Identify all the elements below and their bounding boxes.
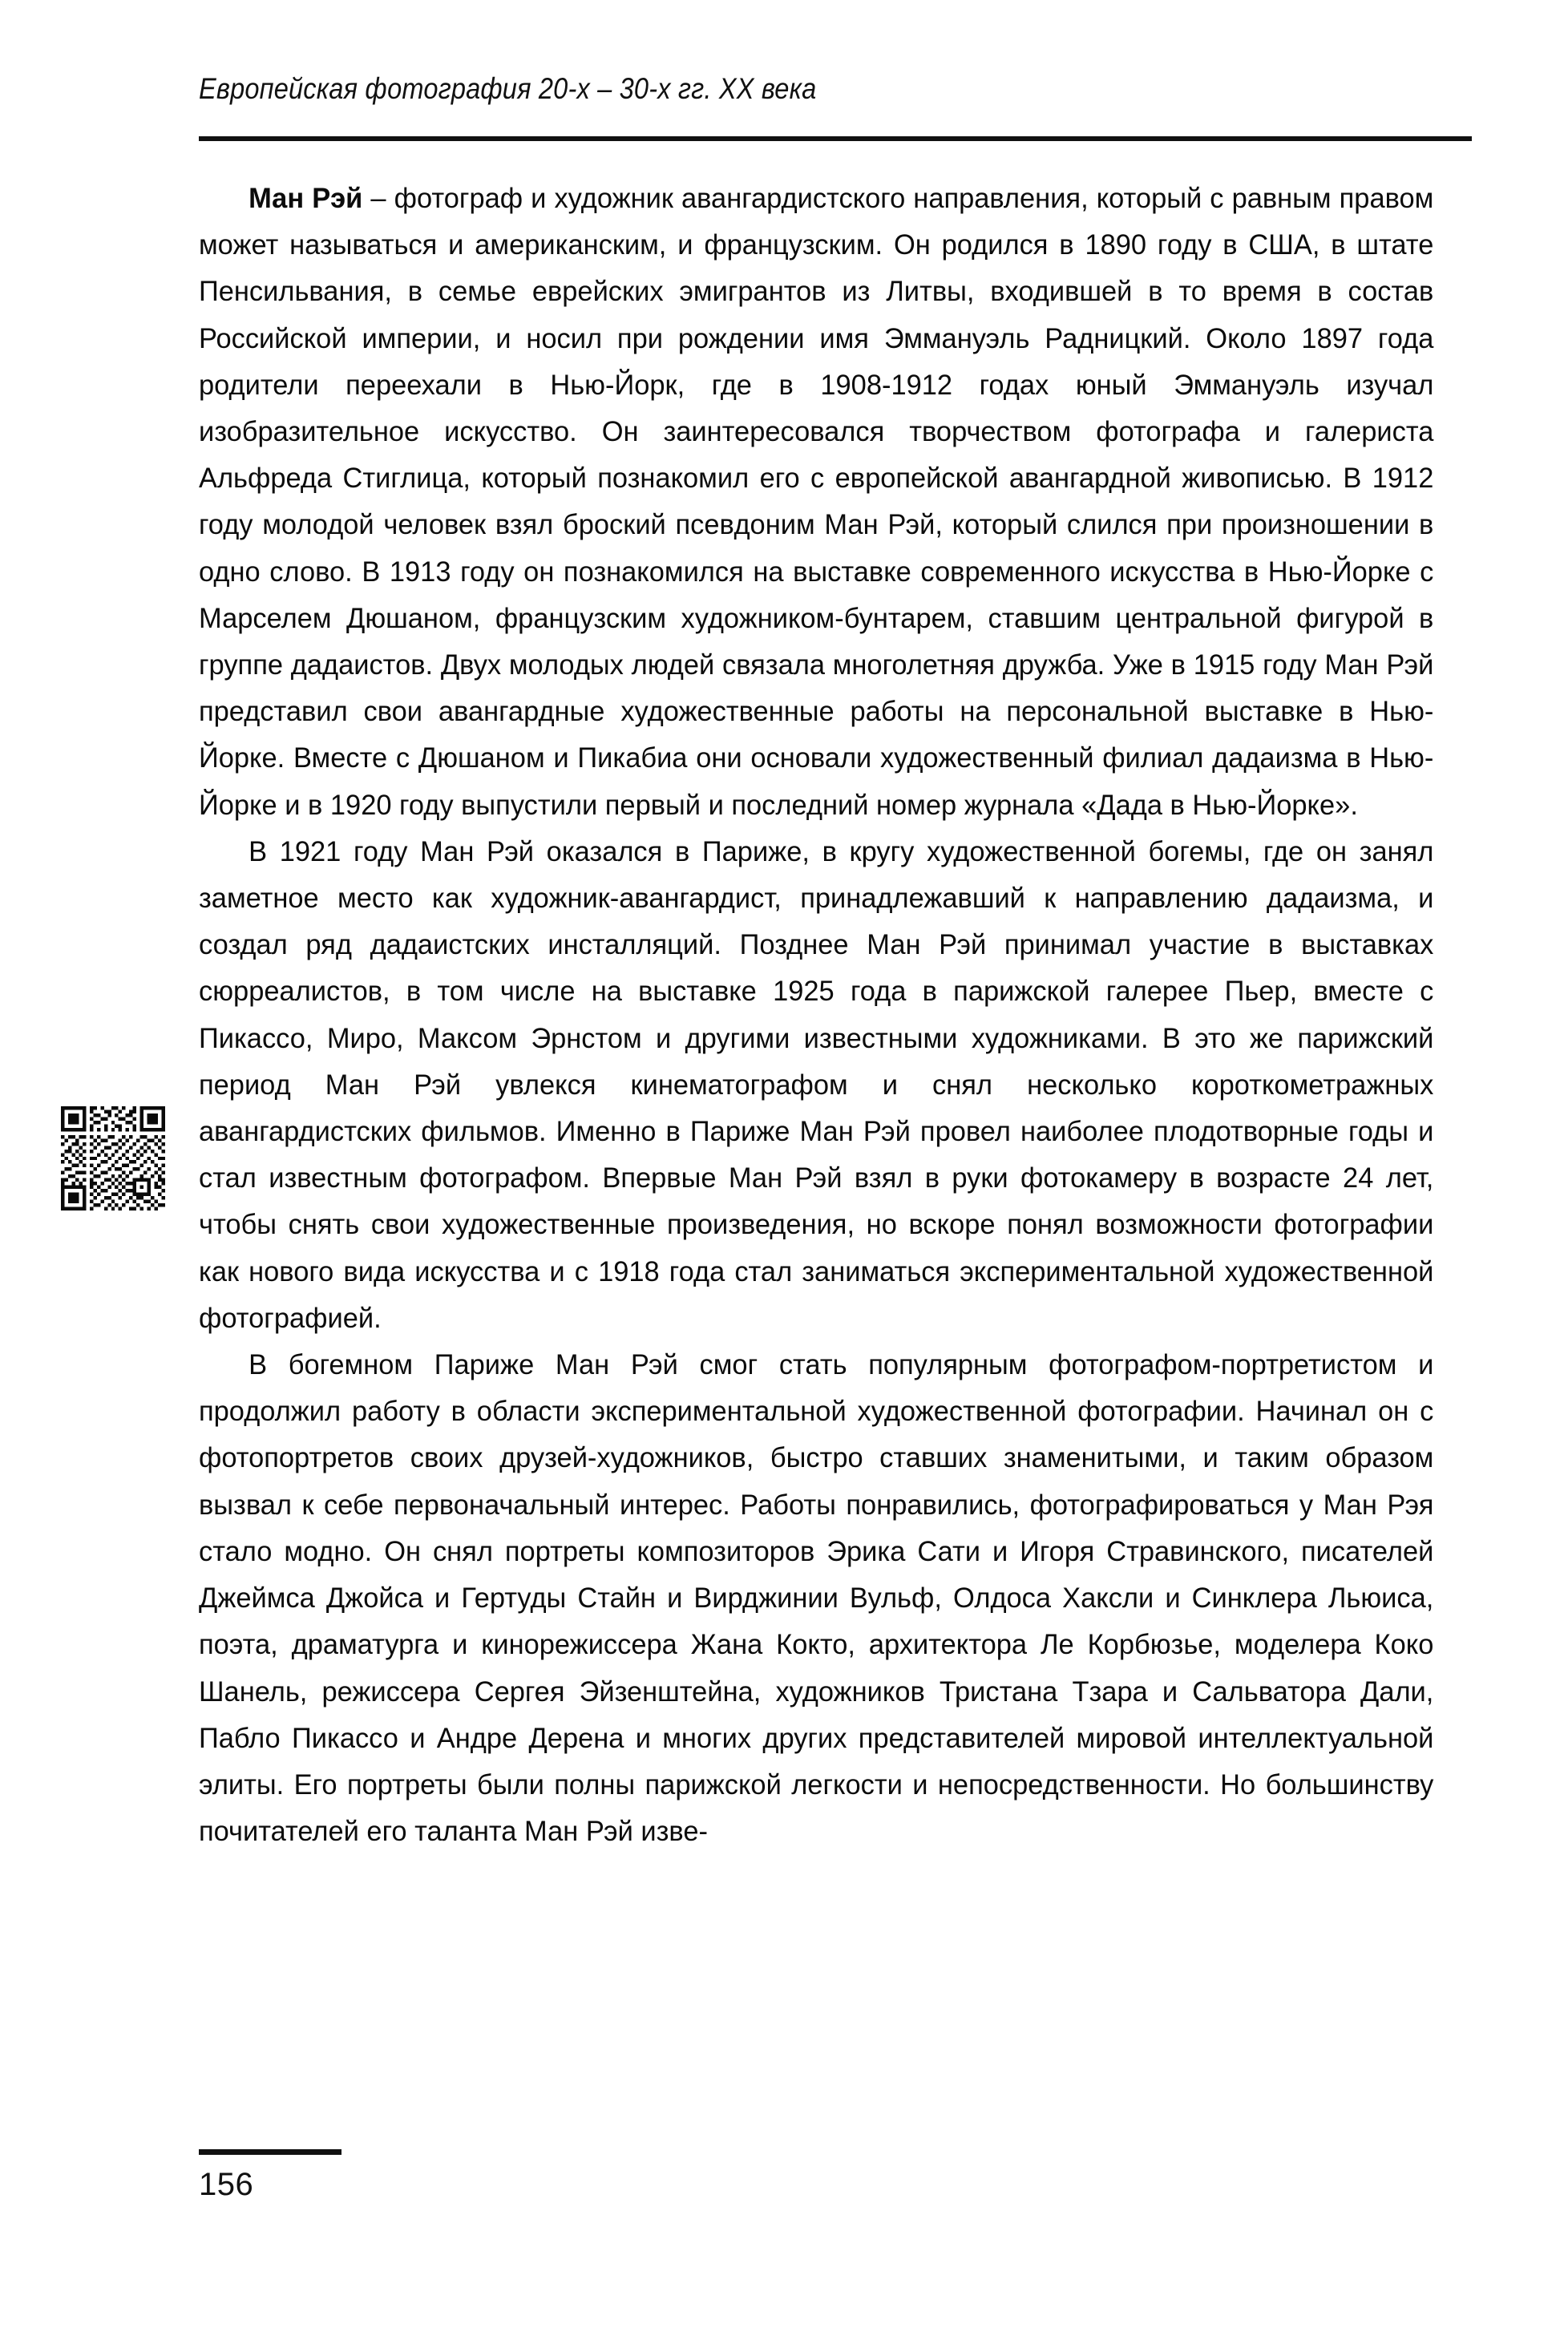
paragraph-1 (199, 175, 1433, 828)
header-divider-rule (199, 136, 1472, 141)
qr-code-icon (61, 1106, 165, 1210)
paragraph-3 (199, 1341, 1433, 1854)
paragraph-3-text: В богемном Париже Ман Рэй смог стать популярным фотографом-портретистом и продолжил работу в области экспериментальной художественной фотографии. Начинал он с фотопортретов своих друзей-художников, быстро ставших знаменитыми, и таким образом вызвал к себе первоначальный интерес. Работы понравились, фотографироваться у Ман Рэя стало модно. Он снял портреты композиторов Эрика Сати и Игоря Стравинского, писателей Джеймса Джойса и Гертуды Стайн и Вирджинии Вульф, Олдоса Хаксли и Синклера Льюиса, поэта, драматурга и кинорежиссера Жана Кокто, архитектора Ле Корбюзье, моделера Коко Шанель, режиссера Сергея Эйзенштейна, художников Тристана Тзара и Сальватора Дали, Пабло Пикассо и Андре Дерена и многих других представителей мировой интеллектуальной элиты. Его портреты были полны парижской легкости и непосредственности. Но большинству почитателей его таланта Ман Рэй изве- (199, 1348, 1434, 1848)
running-head-title: Европейская фотография 20-х – 30-х гг. XX века (199, 72, 817, 105)
paragraph-1-text: – фотограф и художник авангардистского направления, который с равным правом может называться и американским, и французским. Он родился в 1890 году в США, в штате Пенсильвания, в семье еврейских эмигрантов из Литвы, входившей в то время в состав Российской империи, и носил при рождении имя Эммануэль Радницкий. Около 1897 года родители переехали в Нью-Йорк, где в 1908-1912 годах юный Эммануэль изучал изобразительное искусство. Он заинтересовался творчеством фотографа и галериста Альфреда Стиглица, который познакомил его с европейской авангардной живописью. В 1912 году молодой человек взял броский псевдоним Ман Рэй, который слился при произношении в одно слово. В 1913 году он познакомился на выставке современного искусства в Нью-Йорке с Марселем Дюшаном, французским художником-бунтарем, ставшим центральной фигурой в группе дадаистов. Двух молодых людей связала многолетняя дружба. Уже в 1915 году Ман Рэй представил свои авангардные художественные работы на персональной выставке в Нью-Йорке. Вместе с Дюшаном и Пикабиа они основали художественный филиал дадаизма в Нью-Йорке и в 1920 году выпустили первый и последний номер журнала «Дада в Нью-Йорке». (199, 182, 1434, 821)
paragraph-2 (199, 828, 1433, 1341)
body-text-column (199, 175, 1472, 1854)
page-number: 156 (199, 2167, 254, 2202)
page-header (199, 71, 1472, 107)
paragraph-2-text: В 1921 году Ман Рэй оказался в Париже, в кругу художественной богемы, где он занял заметное место как художник-авангардист, принадлежавший к направлению дадаизма, и создал ряд дадаистских инсталляций. Позднее Ман Рэй принимал участие в выставках сюрреалистов, в том числе на выставке 1925 года в парижской галерее Пьер, вместе с Пикассо, Миро, Максом Эрнстом и другими известными художниками. В это же парижский период Ман Рэй увлекся кинематографом и снял несколько короткометражных авангардистских фильмов. Именно в Париже Ман Рэй провел наиболее плодотворные годы и стал известным фотографом. Впервые Ман Рэй взял в руки фотокамеру в возрасте 24 лет, чтобы снять свои художественные произведения, но вскоре понял возможности фотографии как нового вида искусства и с 1918 года стал заниматься экспериментальной художественной фотографией. (199, 835, 1434, 1334)
lead-subject-name: Ман Рэй (249, 182, 363, 214)
footer-divider-rule (199, 2149, 341, 2155)
